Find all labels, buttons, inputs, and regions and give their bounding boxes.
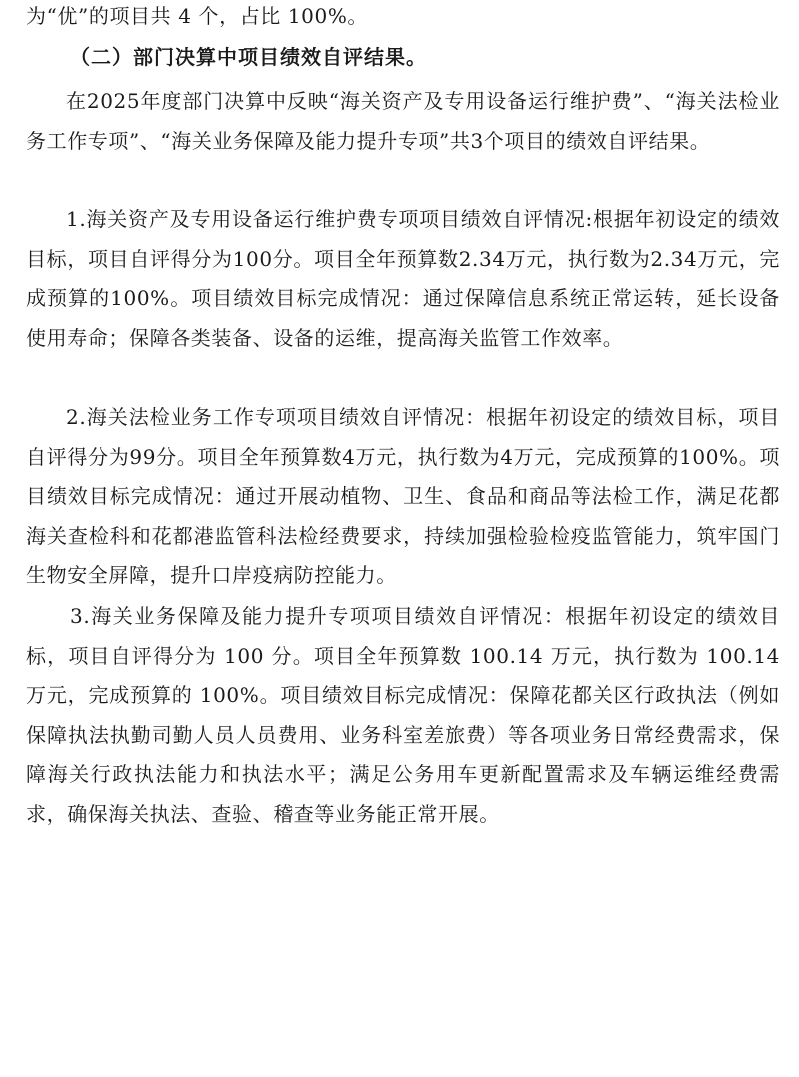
- paragraph-continuation: 为“优”的项目共 4 个，占比 100%。: [26, 4, 369, 28]
- section-heading: （二）部门决算中项目绩效自评结果。: [70, 45, 427, 69]
- paragraph-item-2: 2.海关法检业务工作专项项目绩效自评情况：根据年初设定的绩效目标，项目自评得分为99分。项目全年预算数4万元，执行数为4万元，完成预算的100%。项目绩效目标完成情况：通过开展动植物、卫生、食品和商品等法检工作，满足花都海关查检科和花都港监管科法检经费要求，持续加强检验检疫监管能力，筑牢国门生物安全屏障，提升口岸疫病防控能力。: [26, 405, 780, 587]
- paragraph-item-3: 3.海关业务保障及能力提升专项项目绩效自评情况：根据年初设定的绩效目标，项目自评得分为 100 分。项目全年预算数 100.14 万元，执行数为 100.14 万元，完成预算的 100%。项目绩效目标完成情况：保障花都关区行政执法（例如保障执法执勤司勤人员人员费用、业务科室差旅费）等各项业务日常经费需求，保障海关行政执法能力和执法水平；满足公务用车更新配置需求及车辆运维经费需求，确保海关执法、查验、稽查等业务能正常开展。: [26, 604, 780, 826]
- paragraph-item-1: 1.海关资产及专用设备运行维护费专项项目绩效自评情况:根据年初设定的绩效目标，项目自评得分为100分。项目全年预算数2.34万元，执行数为2.34万元，完成预算的100%。项目绩效目标完成情况：通过保障信息系统正常运转，延长设备使用寿命；保障各类装备、设备的运维，提高海关监管工作效率。: [26, 207, 780, 350]
- paragraph-intro: 在2025年度部门决算中反映“海关资产及专用设备运行维护费”、“海关法检业务工作专项”、“海关业务保障及能力提升专项”共3个项目的绩效自评结果。: [26, 89, 780, 153]
